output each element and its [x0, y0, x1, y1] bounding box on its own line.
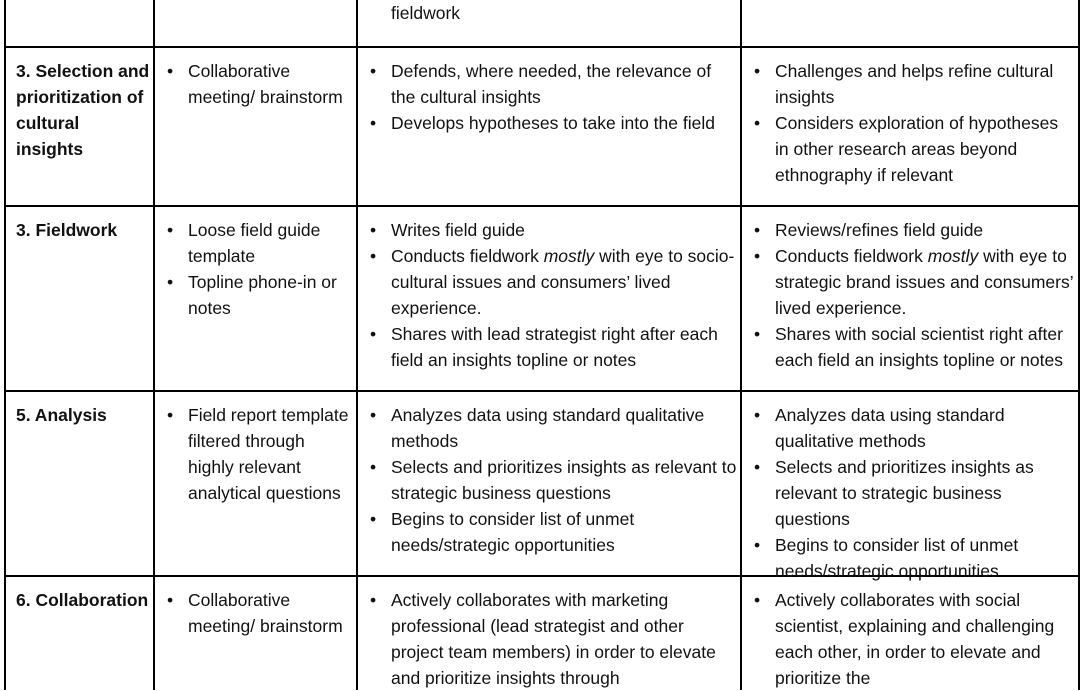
list-item: • Analyzes data using standard qualitative methods	[358, 402, 738, 454]
list-item: fieldwork	[391, 3, 461, 23]
list-item	[742, 243, 1076, 321]
list-item: • Shares with lead strategist right after each field an insights topline or notes	[358, 321, 738, 373]
list-text: Conducts fieldwork	[775, 246, 928, 266]
list-text: Conducts fieldwork	[391, 246, 544, 266]
scientist-list	[358, 58, 738, 136]
list-item: • Selects and prioritizes insights as relevant to strategic business questions	[742, 454, 1076, 532]
table-border-left	[4, 0, 6, 690]
stage-label: 3. Selection and prioritization of cultural insights	[16, 61, 150, 159]
row-divider-2	[4, 205, 1080, 207]
strategist-list	[742, 58, 1076, 188]
tools-cell	[155, 217, 354, 321]
roles-table	[4, 0, 1080, 690]
list-item: • Begins to consider list of unmet needs/strategic opportunities	[742, 532, 1076, 584]
scientist-cell	[358, 402, 738, 558]
list-item: • Defends, where needed, the relevance of the cultural insights	[358, 58, 738, 110]
strategist-cell	[742, 587, 1076, 691]
list-text: with eye to socio-cultural issues and consumers’ lived experience.	[391, 246, 735, 318]
scientist-cell	[358, 587, 738, 691]
list-item: • Writes field guide	[358, 217, 738, 243]
list-item: • Collaborative meeting/ brainstorm	[155, 587, 354, 639]
list-item: • Shares with social scientist right after each field an insights topline or notes	[742, 321, 1076, 373]
strategist-list	[742, 587, 1076, 691]
row-divider-1	[4, 46, 1080, 48]
scientist-list	[358, 402, 738, 558]
list-item: • Collaborative meeting/ brainstorm	[155, 58, 354, 110]
strategist-list	[742, 402, 1076, 584]
tools-list	[155, 587, 354, 639]
tools-list	[155, 402, 354, 506]
scientist-list	[358, 0, 738, 26]
list-item: • Field report template filtered through highly relevant analytical questions	[155, 402, 354, 506]
list-text: with eye to strategic brand issues and consumers’ lived experience.	[775, 246, 1073, 318]
scientist-list	[358, 587, 738, 691]
list-item: • Considers exploration of hypotheses in other research areas beyond ethnography if relevant	[742, 110, 1076, 188]
scientist-cell	[358, 0, 738, 26]
tools-cell	[155, 58, 354, 110]
scientist-cell	[358, 217, 738, 373]
row-divider-3	[4, 390, 1080, 392]
stage-label: 3. Fieldwork	[16, 220, 118, 240]
stage-label: 6. Collaboration	[16, 590, 149, 610]
list-item: • Actively collaborates with marketing professional (lead strategist and other project team members) in order to elevate and prioritize insights through	[358, 587, 738, 691]
list-item	[358, 243, 738, 321]
emphasis-text: mostly	[543, 246, 595, 266]
strategist-cell	[742, 58, 1076, 188]
scientist-list	[358, 217, 738, 373]
strategist-cell	[742, 217, 1076, 373]
list-item: • Loose field guide template	[155, 217, 354, 269]
emphasis-text: mostly	[927, 246, 979, 266]
scientist-cell	[358, 58, 738, 136]
list-item: • Reviews/refines field guide	[742, 217, 1076, 243]
tools-list	[155, 217, 354, 321]
list-item: • Actively collaborates with social scientist, explaining and challenging each other, in order to elevate and prioritize the	[742, 587, 1076, 691]
strategist-cell	[742, 402, 1076, 584]
tools-list	[155, 58, 354, 110]
tools-cell	[155, 402, 354, 506]
list-item: • Develops hypotheses to take into the field	[358, 110, 738, 136]
list-item: • Analyzes data using standard qualitative methods	[742, 402, 1076, 454]
tools-cell	[155, 587, 354, 639]
list-item: • Begins to consider list of unmet needs/strategic opportunities	[358, 506, 738, 558]
strategist-list	[742, 217, 1076, 373]
list-item: • Topline phone-in or notes	[155, 269, 354, 321]
list-item: • Challenges and helps refine cultural insights	[742, 58, 1076, 110]
list-item: • Selects and prioritizes insights as relevant to strategic business questions	[358, 454, 738, 506]
stage-label: 5. Analysis	[16, 405, 107, 425]
